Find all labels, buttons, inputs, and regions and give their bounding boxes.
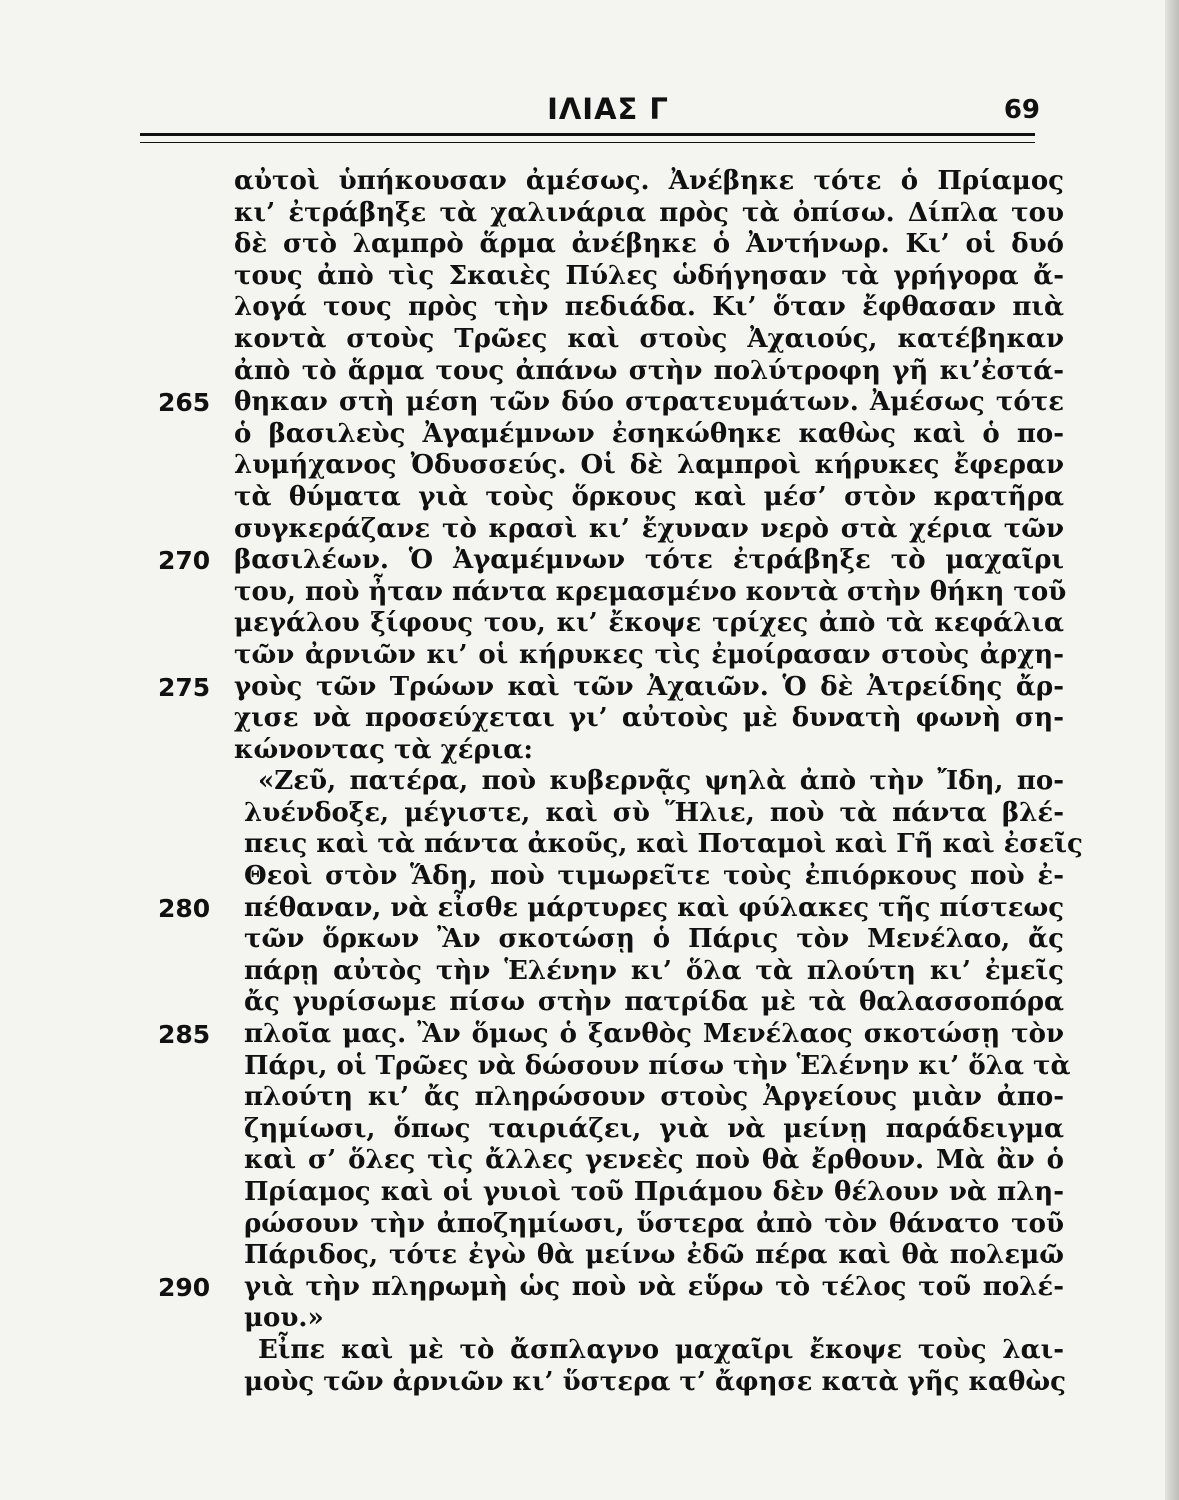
line-text: πεις καὶ τὰ πάντα ἀκοῦς, καὶ Ποταμοὶ καὶ Γῆ καὶ ἐσεῖς — [244, 829, 1083, 860]
text-line — [158, 608, 1078, 640]
page-header — [140, 92, 1040, 132]
line-text: λυμήχανος Ὀδυσσεύς. Οἱ δὲ λαμπροὶ κήρυκες ἔφεραν — [234, 450, 1064, 481]
verse-line-number: 270 — [158, 546, 211, 576]
text-line — [158, 703, 1078, 735]
text-line — [158, 450, 1078, 482]
text-line — [158, 861, 1078, 893]
line-text: λογά τους πρὸς τὴν πεδιάδα. Κι’ ὅταν ἔφθασαν πιὰ — [234, 292, 1064, 323]
line-text: ὁ βασιλεὺς Ἀγαμέμνων ἐσηκώθηκε καθὼς καὶ ὁ πο- — [234, 418, 1064, 449]
line-text: πλοῖα μας. Ἂν ὅμως ὁ ξανθὸς Μενέλαος σκοτώσῃ τὸν — [244, 1019, 1064, 1050]
line-text: γοὺς τῶν Τρώων καὶ τῶν Ἀχαιῶν. Ὁ δὲ Ἀτρείδης ἄρ- — [234, 671, 1064, 702]
body-text — [158, 166, 1083, 1398]
line-text: Θεοὶ στὸν Ἅδη, ποὺ τιμωρεῖτε τοὺς ἐπιόρκους ποὺ ἐ- — [244, 861, 1064, 892]
text-line — [158, 1303, 1078, 1335]
text-line — [158, 1335, 1078, 1367]
line-text: ζημίωσι, ὅπως ταιριάζει, γιὰ νὰ μείνῃ παράδειγμα — [244, 1113, 1064, 1144]
line-text: γιὰ τὴν πληρωμὴ ὡς ποὺ νὰ εὕρω τὸ τέλος τοῦ πολέ- — [244, 1271, 1064, 1302]
text-line — [158, 514, 1078, 546]
line-text: «Ζεῦ, πατέρα, ποὺ κυβερνᾷς ψηλὰ ἀπὸ τὴν Ἴδη, πο- — [258, 766, 1064, 797]
text-line — [158, 482, 1078, 514]
text-line — [158, 672, 1078, 704]
text-line — [158, 324, 1078, 356]
line-text: Πάρι, οἱ Τρῶες νὰ δώσουν πίσω τὴν Ἑλένην κι’ ὅλα τὰ — [244, 1050, 1071, 1081]
line-text: καὶ σ’ ὅλες τὶς ἄλλες γενεὲς ποὺ θὰ ἔρθουν. Μὰ ἂν ὁ — [244, 1145, 1064, 1176]
text-line — [158, 1145, 1078, 1177]
line-text: μοὺς τῶν ἀρνιῶν κι’ ὕστερα τ’ ἄφησε κατὰ γῆς καθὼς — [244, 1366, 1066, 1397]
page-number: 69 — [1003, 95, 1040, 125]
text-line — [158, 229, 1078, 261]
text-line — [158, 419, 1078, 451]
line-text: του, ποὺ ἦταν πάντα κρεμασμένο κοντὰ στὴν θήκη τοῦ — [234, 576, 1067, 607]
line-text: τῶν ὅρκων Ἂν σκοτώσῃ ὁ Πάρις τὸν Μενέλαο, ἄς — [244, 924, 1064, 955]
line-text: Πρίαμος καὶ οἱ γυιοὶ τοῦ Πριάμου δὲν θέλουν νὰ πλη- — [244, 1177, 1064, 1207]
line-text: χισε νὰ προσεύχεται γι’ αὐτοὺς μὲ δυνατὴ φωνὴ ση- — [234, 703, 1064, 734]
text-line — [158, 640, 1078, 672]
line-text: Εἶπε καὶ μὲ τὸ ἄσπλαγνο μαχαῖρι ἔκοψε τοὺς λαι- — [258, 1334, 1064, 1365]
text-line — [158, 356, 1078, 388]
line-text: τῶν ἀρνιῶν κι’ οἱ κήρυκες τὶς ἐμοίρασαν στοὺς ἀρχη- — [234, 639, 1064, 670]
text-line — [158, 1051, 1078, 1083]
line-text: κώνοντας τὰ χέρια: — [234, 734, 533, 765]
line-text: δὲ στὸ λαμπρὸ ἅρμα ἀνέβηκε ὁ Ἀντήνωρ. Κι’ οἱ δυό — [234, 229, 1064, 260]
text-line — [158, 1240, 1078, 1272]
verse-line-number: 265 — [158, 388, 211, 418]
line-text: κι’ ἐτράβηξε τὰ χαλινάρια πρὸς τὰ ὀπίσω. Δίπλα του — [234, 197, 1064, 228]
line-text: Πάριδος, τότε ἐγὼ θὰ μείνω ἐδῶ πέρα καὶ θὰ πολεμῶ — [244, 1240, 1064, 1271]
text-line — [158, 1114, 1078, 1146]
verse-line-number: 290 — [158, 1272, 211, 1302]
text-line — [158, 893, 1078, 925]
text-line — [158, 1019, 1078, 1051]
text-line — [158, 261, 1078, 293]
text-line — [158, 1209, 1078, 1241]
text-line — [158, 545, 1078, 577]
line-text: πάρῃ αὐτὸς τὴν Ἑλένην κι’ ὅλα τὰ πλούτη κι’ ἐμεῖς — [244, 955, 1064, 986]
text-line — [158, 766, 1078, 798]
text-line — [158, 798, 1078, 830]
line-text: θηκαν στὴ μέση τῶν δύο στρατευμάτων. Ἀμέσως τότε — [234, 387, 1064, 418]
text-line — [158, 1082, 1078, 1114]
verse-line-number: 285 — [158, 1020, 211, 1050]
verse-line-number: 280 — [158, 893, 211, 923]
line-text: βασιλέων. Ὁ Ἀγαμέμνων τότε ἐτράβηξε τὸ μαχαῖρι — [234, 545, 1064, 576]
text-line — [158, 987, 1078, 1019]
line-text: τὰ θύματα γιὰ τοὺς ὅρκους καὶ μέσ’ στὸν κρατῆρα — [234, 481, 1064, 512]
line-text: τους ἀπὸ τὶς Σκαιὲς Πύλες ὡδήγησαν τὰ γρήγορα ἄ- — [234, 260, 1064, 291]
text-line — [158, 1177, 1078, 1209]
line-text: μεγάλου ξίφους του, κι’ ἔκοψε τρίχες ἀπὸ τὰ κεφάλια — [234, 608, 1064, 639]
header-rule — [140, 133, 1035, 143]
line-text: πλούτη κι’ ἄς πληρώσουν στοὺς Ἀργείους μιὰν ἀπο- — [244, 1082, 1064, 1113]
text-line — [158, 198, 1078, 230]
text-line — [158, 956, 1078, 988]
line-text: ρώσουν τὴν ἀποζημίωσι, ὕστερα ἀπὸ τὸν θάνατο τοῦ — [244, 1208, 1064, 1239]
text-line — [158, 387, 1078, 419]
line-text: ἄς γυρίσωμε πίσω στὴν πατρίδα μὲ τὰ θαλασσοπόρα — [244, 987, 1064, 1018]
text-line — [158, 924, 1078, 956]
line-text: κοντὰ στοὺς Τρῶες καὶ στοὺς Ἀχαιούς, κατέβηκαν — [234, 323, 1064, 354]
text-line — [158, 735, 1078, 767]
line-text: πέθαναν, νὰ εἶσθε μάρτυρες καὶ φύλακες τῆς πίστεως — [244, 892, 1065, 923]
text-line — [158, 166, 1078, 198]
text-line — [158, 292, 1078, 324]
line-text: λυένδοξε, μέγιστε, καὶ σὺ Ἥλιε, ποὺ τὰ πάντα βλέ- — [244, 797, 1064, 828]
running-title: ΙΛΙΑΣ Γ — [547, 92, 669, 126]
text-line — [158, 1272, 1078, 1304]
line-text: συγκεράζανε τὸ κρασὶ κι’ ἔχυναν νερὸ στὰ χέρια τῶν — [234, 513, 1064, 544]
page-edge-shadow — [1165, 0, 1179, 1500]
verse-line-number: 275 — [158, 672, 211, 702]
text-line — [158, 829, 1083, 861]
line-text: αὐτοὶ ὑπήκουσαν ἀμέσως. Ἀνέβηκε τότε ὁ Πρίαμος — [234, 166, 1064, 196]
text-line — [158, 577, 1078, 609]
line-text: μου.» — [244, 1303, 324, 1334]
line-text: ἀπὸ τὸ ἅρμα τους ἀπάνω στὴν πολύτροφη γῆ κι’ἐστά- — [234, 355, 1064, 386]
text-line — [158, 1367, 1078, 1399]
